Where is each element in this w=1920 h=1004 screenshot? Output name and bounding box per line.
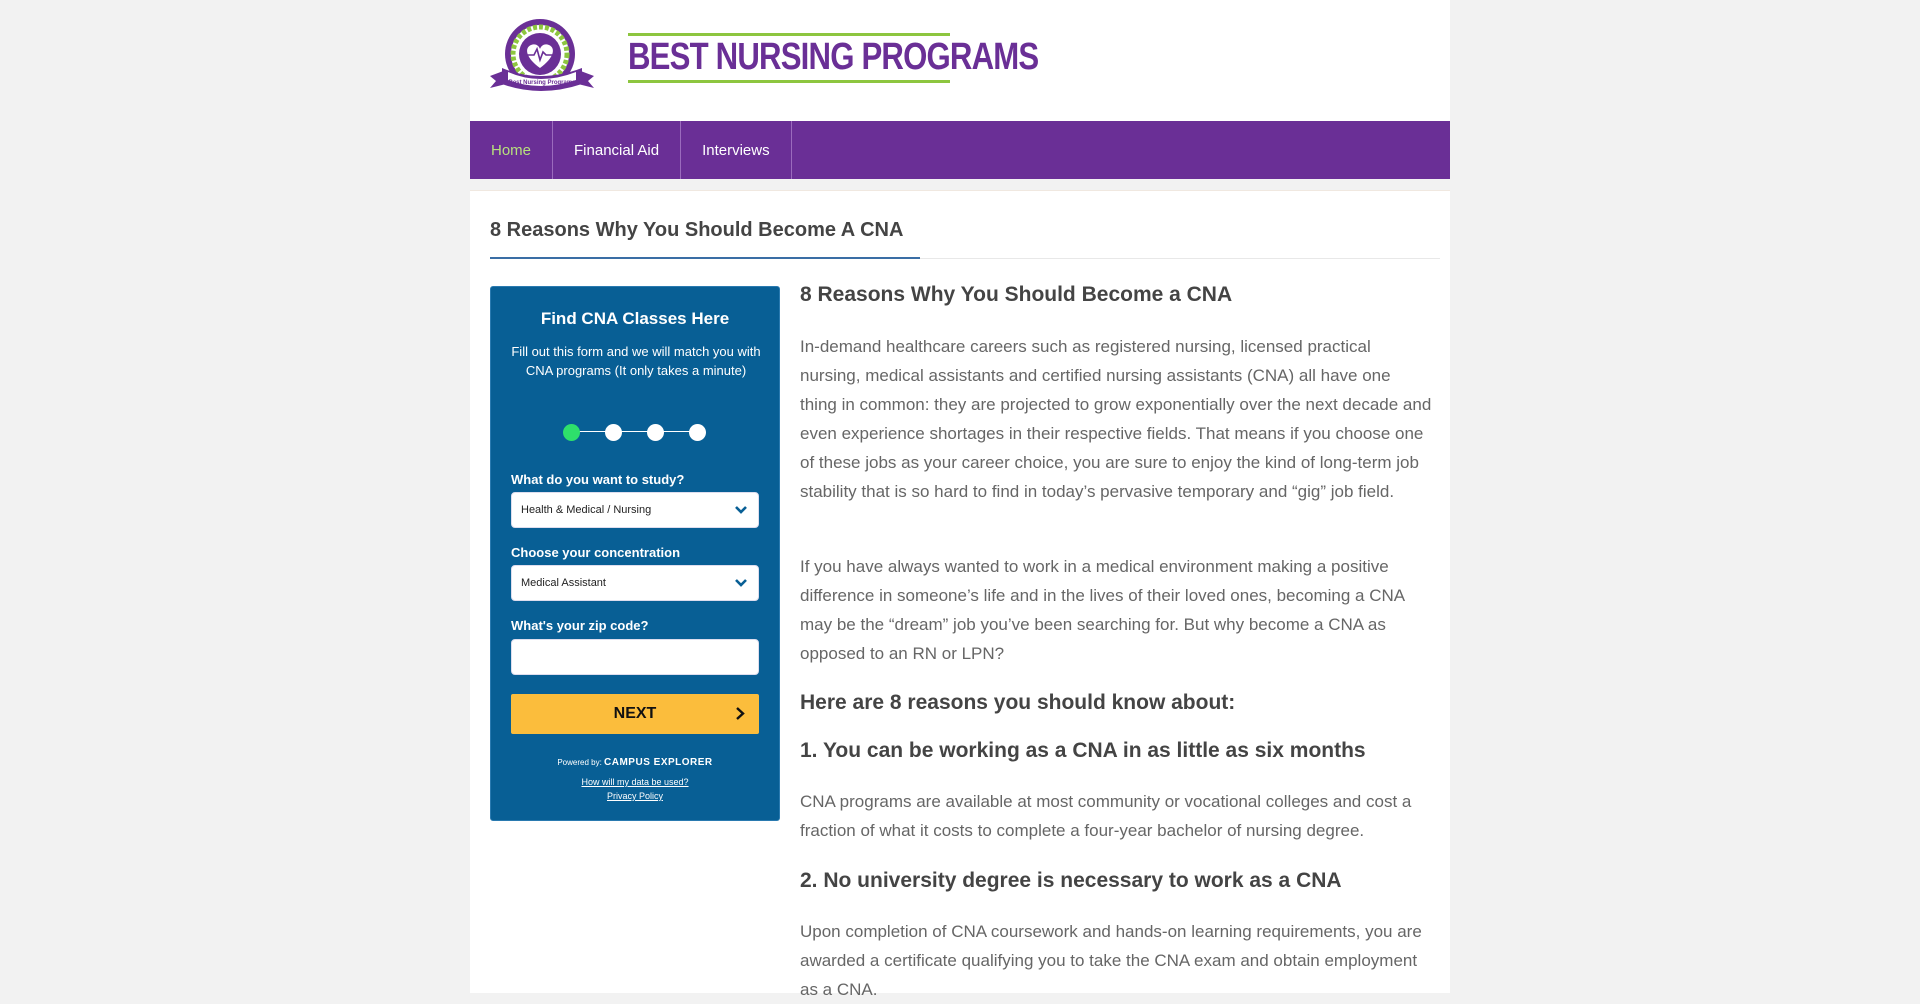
nav-item-financial-aid[interactable]: Financial Aid bbox=[553, 121, 681, 179]
site-logo[interactable] bbox=[486, 18, 1039, 98]
reason-2-heading: 2. No university degree is necessary to work as a CNA bbox=[800, 869, 1342, 892]
logo-rule-bottom bbox=[628, 80, 950, 83]
powered-brand: CAMPUS EXPLORER bbox=[604, 757, 713, 768]
progress-steps bbox=[563, 423, 709, 441]
zip-input[interactable] bbox=[511, 639, 759, 675]
step-2-dot bbox=[605, 424, 622, 441]
page-title: 8 Reasons Why You Should Become A CNA bbox=[490, 219, 904, 241]
privacy-policy-link[interactable]: Privacy Policy bbox=[606, 791, 663, 801]
nav-item-interviews[interactable]: Interviews bbox=[681, 121, 792, 179]
reason-1-heading: 1. You can be working as a CNA in as little as six months bbox=[800, 739, 1366, 762]
concentration-label: Choose your concentration bbox=[511, 545, 681, 560]
chevron-down-icon bbox=[734, 577, 748, 589]
data-usage-link[interactable]: How will my data be used? bbox=[581, 777, 689, 787]
widget-subtitle: Fill out this form and we will match you with CNA programs (It only takes a minute) bbox=[511, 344, 761, 378]
site-header bbox=[470, 0, 1450, 121]
content-area bbox=[470, 190, 1450, 999]
cna-finder-widget bbox=[490, 286, 780, 821]
main-nav bbox=[470, 121, 1450, 179]
powered-by bbox=[491, 757, 779, 768]
concentration-select[interactable] bbox=[511, 565, 759, 601]
zip-label: What's your zip code? bbox=[511, 618, 649, 633]
seal-caption: Best Nursing Programs bbox=[508, 80, 576, 86]
chevron-down-icon bbox=[734, 504, 748, 516]
reason-2-text: Upon completion of CNA coursework and hands-on learning requirements, you are awarded a certificate qualifying you to take the CNA exam and obtain employment as a CNA. bbox=[800, 922, 1422, 999]
article-paragraph-2: If you have always wanted to work in a medical environment making a positive difference in someone’s life and in the lives of their loved ones, becoming a CNA may be the “dream” job you’ve been searching for. But why become a CNA as opposed to an RN or LPN? bbox=[800, 557, 1405, 663]
study-select[interactable] bbox=[511, 492, 759, 528]
widget-title: Find CNA Classes Here bbox=[540, 309, 730, 328]
powered-prefix: Powered by: bbox=[557, 758, 602, 767]
article-heading: 8 Reasons Why You Should Become a CNA bbox=[800, 283, 1233, 306]
steps-connector bbox=[571, 431, 699, 432]
chevron-right-icon bbox=[735, 706, 745, 721]
concentration-select-value: Medical Assistant bbox=[521, 577, 606, 589]
step-3-dot bbox=[647, 424, 664, 441]
nursing-seal-icon bbox=[486, 18, 598, 98]
next-button-label: NEXT bbox=[613, 705, 657, 722]
step-4-dot bbox=[689, 424, 706, 441]
page-container bbox=[470, 0, 1450, 999]
step-1-dot bbox=[563, 424, 580, 441]
nav-item-home[interactable]: Home bbox=[470, 121, 553, 179]
study-label: What do you want to study? bbox=[511, 472, 685, 487]
reasons-heading: Here are 8 reasons you should know about: bbox=[800, 691, 1236, 714]
logo-text: BEST NURSING PROGRAMS bbox=[628, 36, 1039, 78]
reason-1-text: CNA programs are available at most community or vocational colleges and cost a fraction of what it costs to complete a four-year bachelor of nursing degree. bbox=[800, 792, 1412, 840]
next-button[interactable] bbox=[511, 694, 759, 734]
study-select-value: Health & Medical / Nursing bbox=[521, 504, 652, 516]
title-divider-accent bbox=[490, 257, 920, 259]
article-paragraph-1: In-demand healthcare careers such as registered nursing, licensed practical nursing, medical assistants and certified nursing assistants (CNA) all have one thing in common: they are projected to grow exponentially over the next decade and even experience shortages in their respective fields. That means if you choose one of these jobs as your career choice, you are sure to enjoy the kind of long-term job stability that is so hard to find in today’s pervasive temporary and “gig” job field. bbox=[800, 337, 1432, 501]
